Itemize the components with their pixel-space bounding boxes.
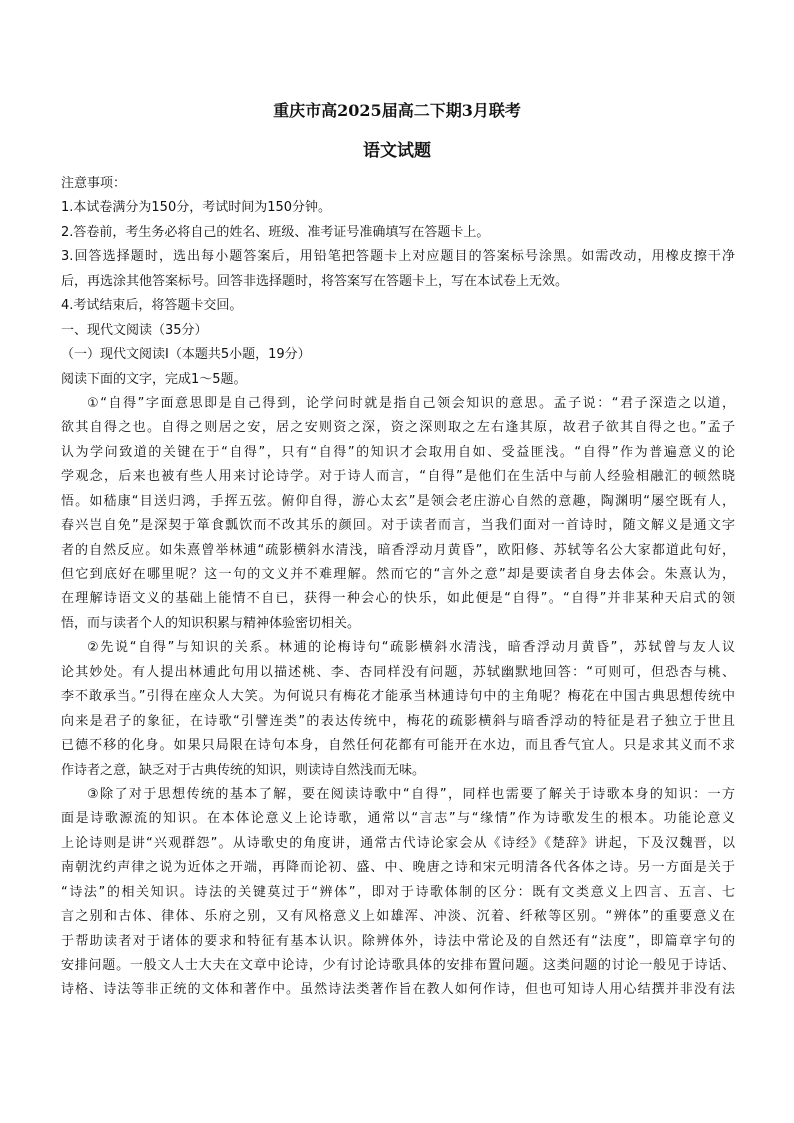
passage-paragraph-1: [61, 392, 735, 636]
passage-line: 南朝沈约声律之说为近体之开端，再降而论初、盛、中、晚唐之诗和宋元明清各代各体之诗。另一方面是关于: [61, 860, 735, 876]
passage-line: 诗格、诗法等非正统的文体和著作中。虽然诗法类著作旨在教人如何作诗，但也可知诗人用心结撰并非没有法: [61, 982, 735, 998]
exam-title: 重庆市高2025届高二下期3月联考: [273, 101, 521, 120]
note-item: 3.回答选择题时，选出每小题答案后，用铅笔把答题卡上对应题目的答案标号涂黑。如需改动，用橡皮擦干净: [61, 249, 735, 265]
passage-line: 学观念，后来也被有些人用来讨论诗学。对于诗人而言，“自得”是他们在生活中与前人经验相融汇的顿然晓: [61, 469, 735, 485]
passage-paragraph-3: [61, 783, 735, 1003]
note-item: 4.考试结束后，将答题卡交回。: [61, 298, 243, 314]
passage-line: 春兴岂自免”是深契于箪食瓢饮而不改其乐的颜回。对于读者而言，当我们面对一首诗时，随文解义是通文字: [61, 518, 735, 534]
note-item: 1.本试卷满分为150分，考试时间为150分钟。: [61, 200, 332, 216]
passage-paragraph-2: [61, 636, 735, 783]
passage-line: 论其妙处。有人提出林逋此句用以描述桃、李、杏同样没有问题，苏轼幽默地回答：“可则可，但恐杏与桃、: [61, 664, 735, 680]
passage-line: 作诗者之意，缺乏对于古典传统的知识，则读诗自然浅而无味。: [61, 762, 426, 778]
passage-line: 于帮助读者对于诸体的要求和特征有基本认识。除辨体外，诗法中常论及的自然还有“法度”，即篇章字句的: [61, 933, 735, 949]
passage-line: 欲其自得之也。自得之则居之安，居之安则资之深，资之深则取之左右逢其原，故君子欲其自得之也。”孟子: [61, 420, 735, 436]
passage-line: ③除了对于思想传统的基本了解，要在阅读诗歌中“自得”，同样也需要了解关于诗歌本身的知识：一方: [87, 786, 735, 802]
passage-line: “诗法”的相关知识。诗法的关键莫过于“辨体”，即对于诗歌体制的区分：既有文类意义上四言、五言、七: [61, 884, 735, 900]
passage-line: 在理解诗语文义的基础上能情不自已，获得一种会心的快乐，如此便是“自得”。“自得”并非某种天启式的领: [61, 591, 735, 607]
passage-line: 面是诗歌源流的知识。在本体论意义上论诗歌，通常以“言志”与“缘情”作为诗歌发生的根本。功能论意义: [61, 811, 735, 827]
passage-line: 悟，而与读者个人的知识积累与精神体验密切相关。: [61, 615, 361, 631]
passage-line: ②先说“自得”与知识的关系。林逋的论梅诗句“疏影横斜水清浅，暗香浮动月黄昏”，苏轼曾与友人议: [87, 640, 735, 656]
passage-line: 但它到底好在哪里呢？这一句的文义并不难理解。然而它的“言外之意”却是要读者自身去体会。朱熹认为，: [61, 567, 735, 582]
section-subtitle: （一）现代文阅读Ⅰ（本题共5小题，19分）: [61, 347, 311, 363]
section-title: 一、现代文阅读（35分）: [61, 322, 208, 338]
note-item: 后，再选涂其他答案标号。回答非选择题时，将答案写在答题卡上，写在本试卷上无效。: [61, 273, 569, 289]
passage-line: 言之别和古体、律体、乐府之别，又有风格意义上如雄浑、冲淡、沉着、纤秾等区别。“辨体”的重要意义在: [61, 909, 735, 925]
passage-line: 李不敢承当。”引得在座众人大笑。为何说只有梅花才能承当林逋诗句中的主角呢？梅花在中国古典思想传统中: [61, 689, 735, 705]
note-item: 2.答卷前，考生务必将自己的姓名、班级、准考证号准确填写在答题卡上。: [61, 224, 490, 240]
passage-line: 者的自然反应。如朱熹曾举林逋“疏影横斜水清浅，暗香浮动月黄昏”，欧阳修、苏轼等名公大家都道此句好，: [61, 542, 735, 558]
passage-line: 已德不移的化身。如果只局限在诗句本身，自然任何花都有可能开在水边，而且香气宜人。只是求其义而不求: [61, 738, 735, 754]
exam-subject-title: 语文试题: [363, 141, 431, 161]
passage-line: 悟。如嵇康“目送归鸿，手挥五弦。俯仰自得，游心太玄”是领会老庄游心自然的意趣，陶渊明“屡空既有人，: [61, 493, 735, 509]
reading-instruction: 阅读下面的文字，完成1～5题。: [61, 371, 247, 387]
notes-heading: 注意事项：: [61, 176, 127, 191]
passage-line: 上论诗则是讲“兴观群怨”。从诗歌史的角度讲，通常古代诗论家会从《诗经》《楚辞》讲起，下及汉魏晋，以: [61, 835, 735, 851]
passage-line: ①“自得”字面意思即是自己得到，论学问时就是指自己领会知识的意思。孟子说：“君子深造之以道，: [87, 395, 735, 411]
exam-body: [61, 172, 735, 1003]
passage-line: 安排问题。一般文人士大夫在文章中论诗，少有讨论诗歌具体的安排布置问题。这类问题的讨论一般见于诗话、: [61, 958, 735, 973]
passage-line: 向来是君子的象征，在诗歌“引譬连类”的表达传统中，梅花的疏影横斜与暗香浮动的特征是君子独立于世且: [61, 713, 735, 729]
passage-line: 认为学问致道的关键在于“自得”，只有“自得”的知识才会取用自如、受益匪浅。“自得”作为普遍意义的论: [61, 444, 735, 460]
